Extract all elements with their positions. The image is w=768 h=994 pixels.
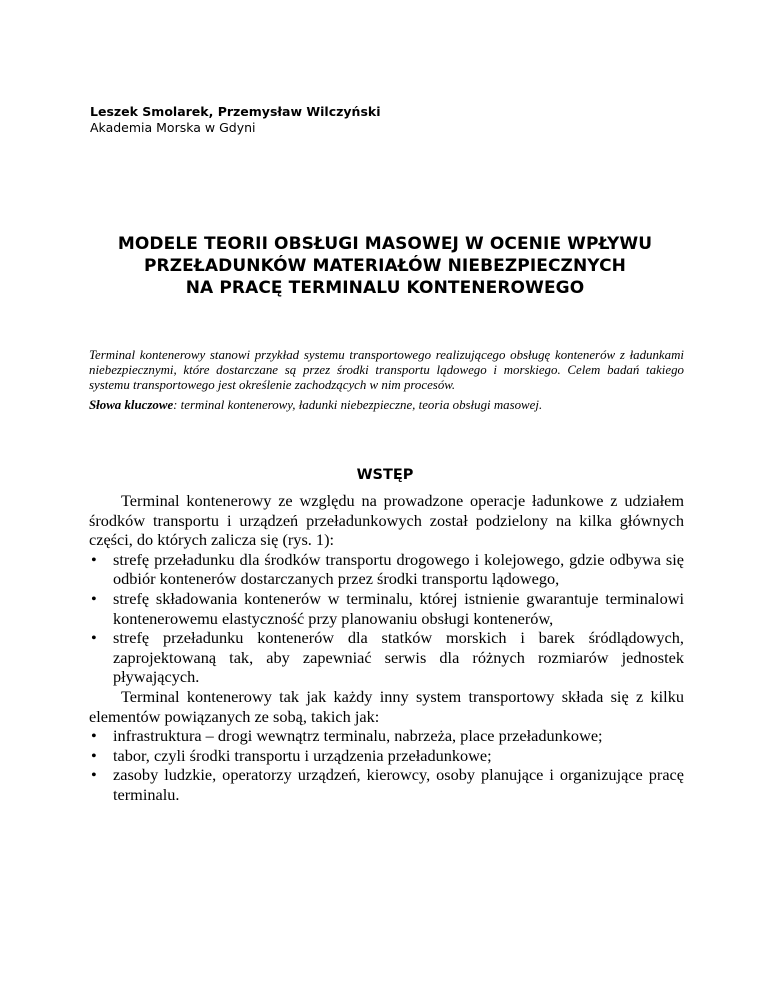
second-paragraph: Terminal kontenerowy tak jak każdy inny system transportowy składa się z kilku elementów powiązanych ze sobą, takich jak:: [89, 686, 684, 726]
bullet-icon: •: [91, 765, 97, 785]
author-block: [90, 104, 381, 136]
abstract: Terminal kontenerowy stanowi przykład systemu transportowego realizującego obsługę kontenerów z ładunkami niebezpiecznymi, które dostarczane są przez środki transportu lądowego i morskiego. Celem badań takiego systemu transportowego jest określenie zachodzących w nim procesów.: [89, 348, 684, 392]
bullet-icon: •: [91, 745, 97, 765]
bullet-icon: •: [91, 549, 97, 569]
title-line: PRZEŁADUNKÓW MATERIAŁÓW NIEBEZPIECZNYCH: [144, 256, 626, 276]
list-item: [89, 746, 684, 766]
list-item-text: strefę przeładunku kontenerów dla statków morskich i barek śródlądowych, zaprojektowaną tak, aby zapewniać serwis dla różnych rozmiarów jednostek pływających.: [113, 628, 684, 687]
zones-list: [89, 550, 684, 687]
list-item: [89, 765, 684, 804]
keywords-text: : terminal kontenerowy, ładunki niebezpieczne, teoria obsługi masowej.: [173, 398, 543, 412]
list-item-text: strefę przeładunku dla środków transportu drogowego i kolejowego, gdzie odbywa się odbiór kontenerów dostarczanych przez środki transportu lądowego,: [113, 549, 684, 589]
title-line: NA PRACĘ TERMINALU KONTENEROWEGO: [185, 278, 585, 298]
list-item-text: zasoby ludzkie, operatorzy urządzeń, kierowcy, osoby planujące i organizujące pracę terminalu.: [113, 765, 684, 804]
elements-list: [89, 726, 684, 804]
intro-paragraph: Terminal kontenerowy ze względu na prowadzone operacje ładunkowe z udziałem środków transportu i urządzeń przeładunkowych został podzielony na kilka głównych części, do których zalicza się (rys. 1):: [89, 491, 684, 550]
author-names: Leszek Smolarek, Przemysław Wilczyński: [90, 104, 381, 119]
list-item: [89, 726, 684, 746]
list-item-text: tabor, czyli środki transportu i urządzenia przeładunkowe;: [113, 745, 492, 765]
title-line: MODELE TEORII OBSŁUGI MASOWEJ W OCENIE WPŁYWU: [117, 234, 653, 254]
list-item: [89, 550, 684, 589]
author-affiliation: Akademia Morska w Gdyni: [90, 120, 256, 135]
body-text: [89, 491, 684, 805]
bullet-icon: •: [91, 628, 97, 648]
paper-title: [90, 233, 680, 299]
list-item: [89, 628, 684, 687]
list-item-text: strefę składowania kontenerów w terminalu, której istnienie gwarantuje terminalowi kontenerowemu elastyczność przy planowaniu obsługi kontenerów,: [113, 588, 684, 628]
list-item: [89, 589, 684, 628]
bullet-icon: •: [91, 726, 97, 746]
section-heading: WSTĘP: [356, 467, 414, 483]
keywords: [89, 398, 689, 413]
bullet-icon: •: [91, 588, 97, 608]
keywords-label: Słowa kluczowe: [89, 398, 174, 412]
list-item-text: infrastruktura – drogi wewnątrz terminalu, nabrzeża, place przeładunkowe;: [113, 726, 603, 746]
